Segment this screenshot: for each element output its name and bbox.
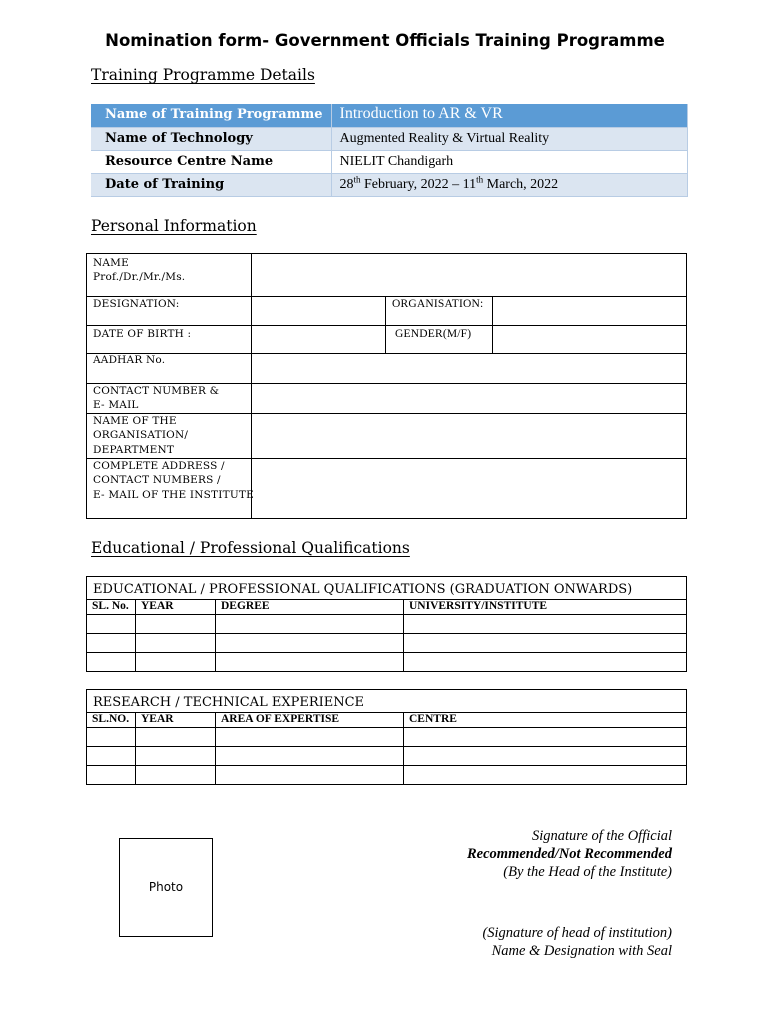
- table-cell[interactable]: [404, 766, 687, 785]
- column-header: SL.NO.: [87, 713, 136, 728]
- training-row-programme: [91, 104, 688, 127]
- table-cell[interactable]: [216, 653, 404, 672]
- personal-info-heading: Personal Information: [91, 217, 257, 235]
- table-cell[interactable]: [87, 766, 136, 785]
- designation-field[interactable]: [252, 297, 384, 325]
- column-header: UNIVERSITY/INSTITUTE: [404, 600, 687, 615]
- photo-box[interactable]: [119, 838, 213, 937]
- dob-field[interactable]: [252, 327, 384, 353]
- table-cell[interactable]: [404, 634, 687, 653]
- org-dept-field[interactable]: [252, 414, 686, 458]
- column-header: SL. No.: [87, 600, 136, 615]
- col-divider: [385, 296, 386, 353]
- aadhar-label: AADHAR No.: [93, 354, 166, 366]
- training-label: Resource Centre Name: [91, 150, 331, 173]
- photo-label: Photo: [148, 880, 184, 894]
- research-table-caption: RESEARCH / TECHNICAL EXPERIENCE: [87, 690, 687, 713]
- table-row: [87, 747, 687, 766]
- address-field[interactable]: [252, 459, 686, 518]
- column-header: YEAR: [136, 600, 216, 615]
- training-details-heading: Training Programme Details: [91, 66, 315, 84]
- gender-label: GENDER(M/F): [395, 328, 472, 340]
- table-row: [87, 653, 687, 672]
- signature-block: [467, 827, 672, 881]
- table-cell[interactable]: [216, 766, 404, 785]
- column-header: AREA OF EXPERTISE: [216, 713, 404, 728]
- table-cell[interactable]: [136, 766, 216, 785]
- address-label: E- MAIL OF THE INSTITUTE: [93, 489, 254, 501]
- aadhar-field[interactable]: [252, 354, 686, 383]
- date-part: February, 2022 – 11: [360, 176, 477, 192]
- table-row: [87, 766, 687, 785]
- training-row-technology: [91, 127, 688, 150]
- table-cell[interactable]: [87, 634, 136, 653]
- table-cell[interactable]: [136, 653, 216, 672]
- training-value: Augmented Reality & Virtual Reality: [331, 127, 688, 150]
- name-designation-seal-line: Name & Designation with Seal: [491, 943, 672, 959]
- training-value: NIELIT Chandigarh: [331, 150, 688, 173]
- date-part: 28: [339, 176, 354, 192]
- table-cell[interactable]: [216, 728, 404, 747]
- organisation-field[interactable]: [493, 297, 686, 325]
- row-line: [86, 325, 687, 326]
- org-dept-label: NAME OF THE: [93, 415, 177, 427]
- training-value: Introduction to AR & VR: [331, 104, 688, 127]
- dob-label: DATE OF BIRTH :: [93, 328, 192, 340]
- organisation-label: ORGANISATION:: [392, 298, 484, 310]
- training-details-table: [91, 104, 688, 197]
- table-cell[interactable]: [136, 728, 216, 747]
- name-field[interactable]: [252, 256, 686, 296]
- name-label: NAME: [93, 257, 129, 269]
- table-cell[interactable]: [216, 615, 404, 634]
- head-of-institute-line: (By the Head of the Institute): [503, 864, 672, 880]
- table-cell[interactable]: [87, 653, 136, 672]
- table-cell[interactable]: [87, 747, 136, 766]
- table-cell[interactable]: [136, 615, 216, 634]
- form-title: Nomination form- Government Officials Training Programme: [105, 31, 665, 50]
- address-label: COMPLETE ADDRESS /: [93, 460, 225, 472]
- table-cell[interactable]: [136, 747, 216, 766]
- address-label: CONTACT NUMBERS /: [93, 474, 221, 486]
- table-cell[interactable]: [404, 747, 687, 766]
- name-title-label: Prof./Dr./Mr./Ms.: [93, 271, 186, 283]
- education-table: [86, 576, 687, 672]
- table-cell[interactable]: [216, 634, 404, 653]
- date-suffix: th: [476, 173, 484, 184]
- org-dept-label: DEPARTMENT: [93, 444, 175, 456]
- contact-field[interactable]: [252, 384, 686, 413]
- training-label: Name of Training Programme: [91, 104, 331, 127]
- research-table: [86, 689, 687, 785]
- signature-official: Signature of the Official: [531, 828, 672, 844]
- column-header: CENTRE: [404, 713, 687, 728]
- training-label: Name of Technology: [91, 127, 331, 150]
- table-cell[interactable]: [404, 615, 687, 634]
- head-signature-line: (Signature of head of institution): [482, 925, 672, 941]
- column-header: DEGREE: [216, 600, 404, 615]
- org-dept-label: ORGANISATION/: [93, 429, 189, 441]
- head-signature-block: [482, 924, 672, 960]
- education-table-caption: EDUCATIONAL / PROFESSIONAL QUALIFICATIONS (GRADUATION ONWARDS): [87, 577, 687, 600]
- date-suffix: th: [353, 173, 361, 184]
- training-row-resource-centre: [91, 150, 688, 173]
- training-label: Date of Training: [91, 173, 331, 196]
- column-header: YEAR: [136, 713, 216, 728]
- table-row: [87, 615, 687, 634]
- table-cell[interactable]: [216, 747, 404, 766]
- training-value: [331, 173, 688, 196]
- designation-label: DESIGNATION:: [93, 298, 180, 310]
- contact-email-label: E- MAIL: [93, 399, 139, 411]
- table-row: [87, 634, 687, 653]
- table-row: [87, 728, 687, 747]
- date-part: March, 2022: [483, 176, 559, 192]
- recommendation-line: Recommended/Not Recommended: [467, 846, 672, 862]
- training-row-date: [91, 173, 688, 196]
- table-cell[interactable]: [404, 653, 687, 672]
- table-cell[interactable]: [87, 615, 136, 634]
- table-cell[interactable]: [136, 634, 216, 653]
- qualifications-heading: Educational / Professional Qualifications: [91, 539, 410, 557]
- contact-label: CONTACT NUMBER &: [93, 385, 220, 397]
- table-cell[interactable]: [87, 728, 136, 747]
- gender-field[interactable]: [493, 327, 686, 353]
- table-cell[interactable]: [404, 728, 687, 747]
